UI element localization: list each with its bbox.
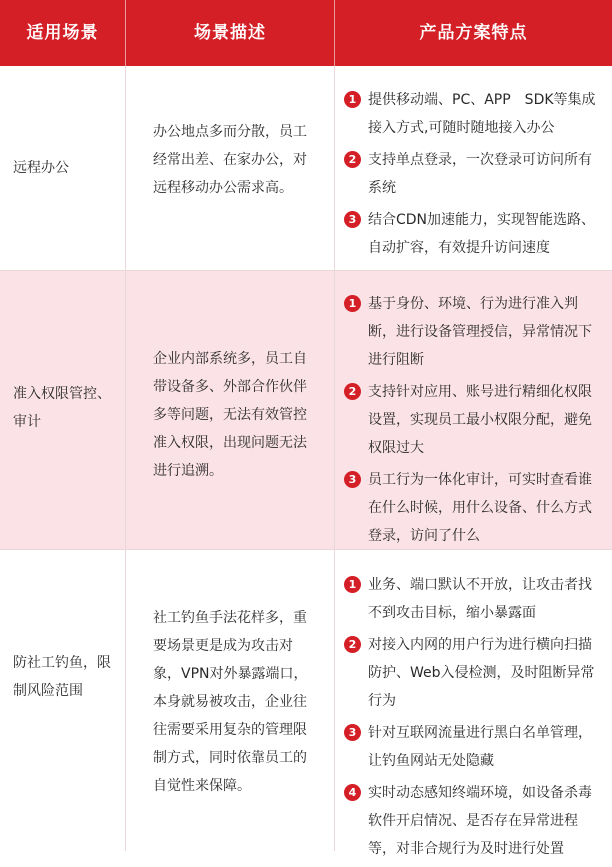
number-badge: 2 <box>344 636 361 653</box>
number-badge: 2 <box>344 383 361 400</box>
number-badge: 2 <box>344 151 361 168</box>
number-badge: 3 <box>344 724 361 741</box>
table-row <box>0 66 612 270</box>
column-divider <box>334 270 335 549</box>
feature-text: 提供移动端、PC、APP SDK等集成接入方式,可随时随地接入办公 <box>368 92 596 136</box>
description-cell: 办公地点多而分散，员工经常出差、在家办公，对远程移动办公需求高。 <box>153 124 307 196</box>
scene-cell: 准入权限管控、审计 <box>13 386 111 430</box>
feature-text: 实时动态感知终端环境，如设备杀毒软件开启情况、是否存在异常进程等，对非合规行为及时进行处置 <box>368 785 592 857</box>
column-divider <box>125 66 126 270</box>
feature-text: 对接入内网的用户行为进行横向扫描防护、Web入侵检测，及时阻断异常行为 <box>368 637 595 709</box>
number-badge: 3 <box>344 211 361 228</box>
feature-text: 针对互联网流量进行黑白名单管理，让钓鱼网站无处隐藏 <box>368 725 592 769</box>
feature-item <box>344 206 602 262</box>
features-cell <box>344 290 602 554</box>
feature-item <box>344 631 602 715</box>
header-scene: 适用场景 <box>26 23 99 43</box>
feature-item <box>344 719 602 775</box>
feature-item <box>344 378 602 462</box>
feature-item <box>344 86 602 142</box>
table-header <box>0 0 612 66</box>
feature-item <box>344 466 602 550</box>
features-cell <box>344 571 602 867</box>
feature-item <box>344 146 602 202</box>
column-divider <box>334 66 335 270</box>
features-cell <box>344 86 602 266</box>
feature-item <box>344 779 602 863</box>
description-cell: 社工钓鱼手法花样多，重要场景更是成为攻击对象，VPN对外暴露端口，本身就易被攻击，企业往往需要采用复杂的管理限制方式，同时依靠员工的自觉性来保障。 <box>153 610 308 794</box>
column-divider <box>125 549 126 851</box>
number-badge: 4 <box>344 784 361 801</box>
feature-text: 支持单点登录，一次登录可访问所有系统 <box>368 152 592 196</box>
feature-text: 基于身份、环境、行为进行准入判断，进行设备管理授信，异常情况下进行阻断 <box>368 296 592 368</box>
column-divider <box>334 549 335 851</box>
row-divider <box>0 270 612 271</box>
feature-text: 业务、端口默认不开放，让攻击者找不到攻击目标，缩小暴露面 <box>368 577 592 621</box>
number-badge: 1 <box>344 295 361 312</box>
feature-text: 员工行为一体化审计，可实时查看谁在什么时候，用什么设备、什么方式登录，访问了什么 <box>368 472 592 544</box>
table-row <box>0 270 612 549</box>
column-divider <box>125 270 126 549</box>
table-row <box>0 549 612 857</box>
header-description: 场景描述 <box>194 23 266 43</box>
row-divider <box>0 549 612 550</box>
number-badge: 3 <box>344 471 361 488</box>
number-badge: 1 <box>344 576 361 593</box>
feature-text: 支持针对应用、账号进行精细化权限设置，实现员工最小权限分配，避免权限过大 <box>368 384 592 456</box>
feature-item <box>344 290 602 374</box>
description-cell: 企业内部系统多，员工自带设备多、外部合作伙伴多等问题，无法有效管控准入权限，出现问题无法进行追溯。 <box>153 351 307 479</box>
feature-item <box>344 571 602 627</box>
scene-cell: 远程办公 <box>13 160 69 176</box>
scene-cell: 防社工钓鱼，限制风险范围 <box>13 655 111 699</box>
number-badge: 1 <box>344 91 361 108</box>
feature-text: 结合CDN加速能力，实现智能选路、自动扩容，有效提升访问速度 <box>368 212 596 256</box>
header-features: 产品方案特点 <box>419 23 528 43</box>
